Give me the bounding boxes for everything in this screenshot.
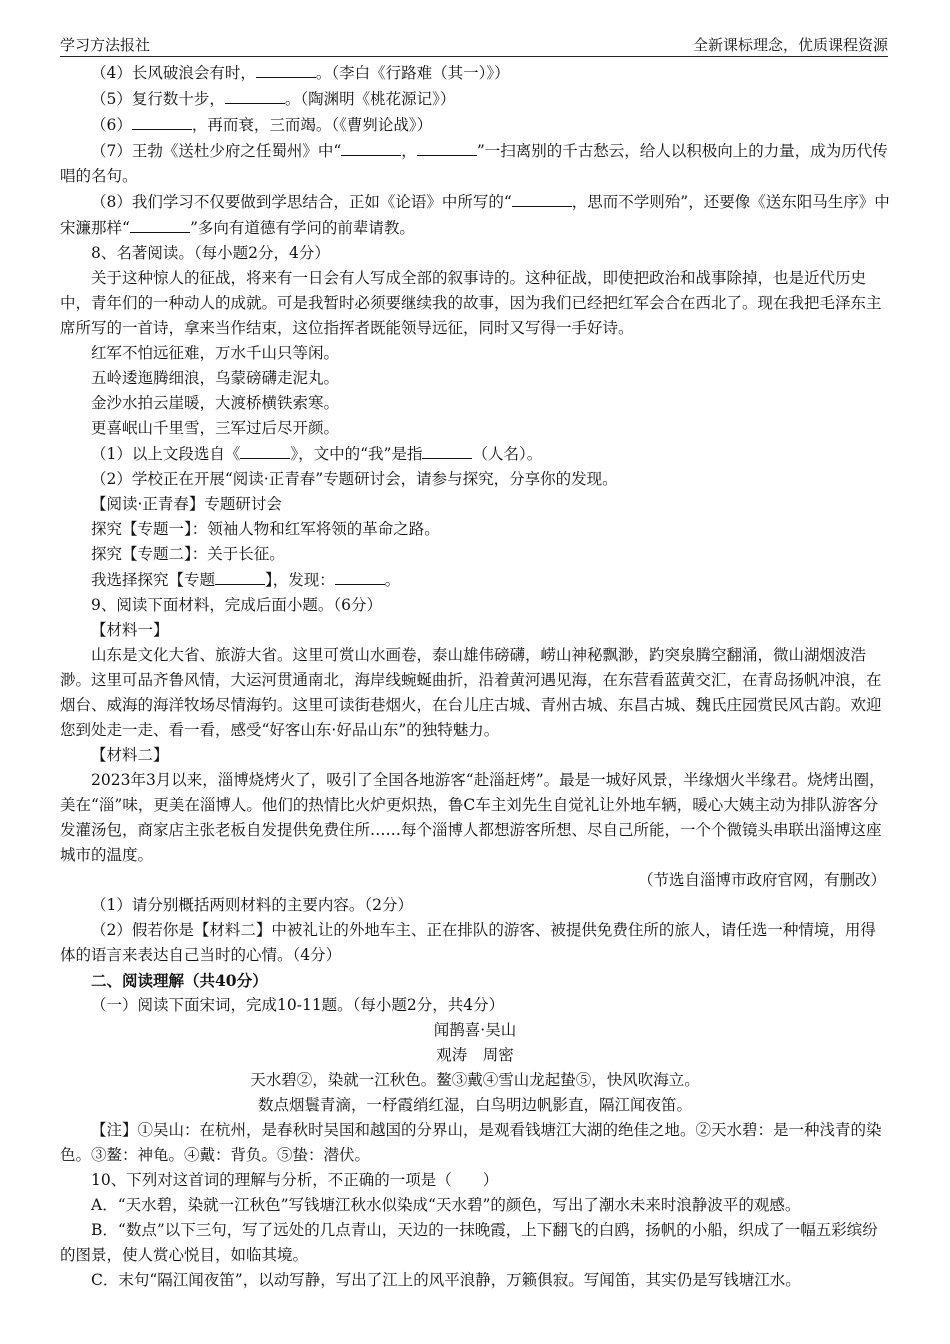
answer-blank[interactable] <box>341 138 401 156</box>
answer-blank[interactable] <box>335 567 385 585</box>
q9-material1-text: 山东是文化大省、旅游大省。这里可赏山水画卷，泰山雄伟磅礴，崂山神秘飘渺，趵突泉腾空翻涌，微山湖烟波浩渺。这里可品齐鲁风情，大运河贯通南北，海岸线蜿蜒曲折，沿着黄河遇见海，在东营看蓝黄交汇，在青岛扬帆冲浪，在烟台、威海的海洋牧场尽情海钓。这里可读街巷烟火，在台儿庄古城、青州古城、东昌古城、魏氏庄园赏民风古韵。欢迎您到处走一走、看一看，感受“好客山东·好品山东”的独特魅力。 <box>60 646 882 739</box>
document-body <box>60 60 890 1293</box>
page-header <box>60 34 888 57</box>
q10-option-a[interactable]: A．“天水碧，染就一江秋色”写钱塘江秋水似染成“天水碧”的颜色，写出了潮水未来时浪静波平的观感。 <box>91 1196 801 1214</box>
q8-seminar: 【阅读·正青春】专题研讨会 <box>91 495 282 513</box>
q8-sub1: （1）以上文段选自《 》，文中的“我”是指 （人名）。 <box>60 441 890 467</box>
q8-poem-line: 五岭逶迤腾细浪，乌蒙磅礴走泥丸。 <box>91 369 340 387</box>
q9-source: （节选自淄博市政府官网，有删改） <box>637 871 886 889</box>
q7-item7: （7）王勃《送杜少府之任蜀州》中“ ， ”一扫离别的千古愁云，给人以积极向上的力量，成为历代传唱的名句。 <box>60 138 890 189</box>
q7-item6: （6） ，再而衰，三而竭。（《曹刿论战》） <box>60 112 890 138</box>
answer-blank[interactable] <box>225 86 285 104</box>
q9-sub1: （1）请分别概括两则材料的主要内容。（2分） <box>91 896 413 914</box>
q7-item8: （8）我们学习不仅要做到学思结合，正如《论语》中所写的“ ，思而不学则殆”，还要像《送东阳马生序》中宋濂那样“ ”多向有道德有学问的前辈请教。 <box>60 189 890 241</box>
q8-title: 8、名著阅读。（每小题2分，4分） <box>91 244 330 262</box>
q8-choose: 我选择探究【专题 】，发现： 。 <box>60 567 890 593</box>
answer-blank[interactable] <box>422 441 472 459</box>
poem-line1: 天水碧②，染就一江秋色。鳌③戴④雪山龙起蛰⑤，快风吹海立。 <box>250 1071 700 1089</box>
q9-material2-text: 2023年3月以来，淄博烧烤火了，吸引了全国各地游客“赴淄赶烤”。最是一城好风景，半缘烟火半缘君。烧烤出圈，美在“淄”味，更美在淄博人。他们的热情比火炉更炽热，鲁C车主刘先生自觉礼让外地车辆，暖心大姨主动为排队游客分发灌汤包，商家店主张老板自发提供免费住所……每个淄博人都想游客所想、尽自己所能，一个个微镜头串联出淄博这座城市的温度。 <box>60 771 885 864</box>
q8-poem-line: 红军不怕远征难，万水千山只等闲。 <box>91 344 340 362</box>
section2-title: 二、阅读理解（共40分） <box>91 971 268 990</box>
q9-sub2: （2）假若你是【材料二】中被礼让的外地车主、正在排队的游客、被提供免费住所的旅人，请任选一种情境，用得体的语言来表达自己当时的心情。（4分） <box>60 921 876 964</box>
answer-blank[interactable] <box>215 567 265 585</box>
q9-material1-label: 【材料一】 <box>91 621 169 639</box>
q7-item5: （5）复行数十步， 。（陶渊明《桃花源记》） <box>60 86 890 112</box>
answer-blank[interactable] <box>417 138 477 156</box>
q10-option-b[interactable]: B．“数点”以下三句，写了远处的几点青山，天边的一抹晚霞，上下翻飞的白鸥，扬帆的小船，织成了一幅五彩缤纷的图景，使人赏心悦目，如临其境。 <box>60 1221 878 1264</box>
answer-blank[interactable] <box>130 215 190 233</box>
section2-intro: （一）阅读下面宋词，完成10-11题。（每小题2分，共4分） <box>91 996 505 1014</box>
q8-topic2: 探究【专题二】：关于长征。 <box>91 545 285 563</box>
poem-line2: 数点烟鬟青滴，一杼霞绡红湿，白鸟明边帆影直，隔江闻夜笛。 <box>257 1096 692 1114</box>
q7-item4: （4）长风破浪会有时， 。（李白《行路难（其一）》） <box>60 60 890 86</box>
header-publisher: 学习方法报社 <box>60 36 151 54</box>
answer-blank[interactable] <box>512 189 572 207</box>
answer-blank[interactable] <box>256 60 316 78</box>
q8-sub2: （2）学校正在开展“阅读·正青春”专题研讨会，请参与探究，分享你的发现。 <box>91 470 618 488</box>
poem-title: 闻鹊喜·吴山 <box>433 1021 517 1039</box>
q10-stem: 10、下列对这首词的理解与分析，不正确的一项是（ ） <box>91 1171 499 1189</box>
q9-title: 9、阅读下面材料，完成后面小题。（6分） <box>91 596 382 614</box>
q8-poem-line: 金沙水拍云崖暖，大渡桥横铁索寒。 <box>91 394 340 412</box>
q10-option-c[interactable]: C．末句“隔江闻夜笛”，以动写静，写出了江上的风平浪静，万籁俱寂。写闻笛，其实仍是写钱塘江水。 <box>91 1271 801 1289</box>
q9-material2-label: 【材料二】 <box>91 746 169 764</box>
q8-poem-line: 更喜岷山千里雪，三军过后尽开颜。 <box>91 419 340 437</box>
q8-topic1: 探究【专题一】：领袖人物和红军将领的革命之路。 <box>91 520 440 538</box>
poem-notes: 【注】①吴山：在杭州，是春秋时吴国和越国的分界山，是观看钱塘江大湖的绝佳之地。②天水碧：是一种浅青的染色。③鳌：神龟。④戴：背负。⑤蛰：潜伏。 <box>60 1121 882 1164</box>
answer-blank[interactable] <box>132 112 192 130</box>
header-slogan: 全新课标理念，优质课程资源 <box>692 36 888 54</box>
poem-author: 观涛 周密 <box>436 1046 514 1064</box>
q8-passage: 关于这种惊人的征战，将来有一日会有人写成全部的叙事诗的。这种征战，即使把政治和战事除掉，也是近代历史中，青年们的一种动人的成就。可是我暂时必须要继续我的故事，因为我们已经把红军会合在西北了。现在我把毛泽东主席所写的一首诗，拿来当作结束，这位指挥者既能领导远征，同时又写得一手好诗。 <box>60 269 882 337</box>
answer-blank[interactable] <box>240 441 290 459</box>
